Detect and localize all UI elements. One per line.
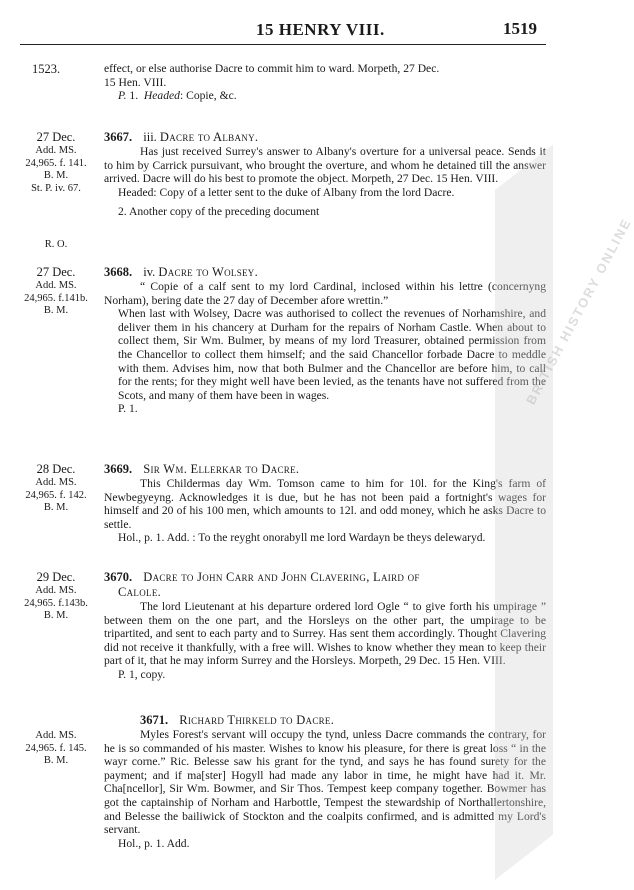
entry-heading-cont: Calole. [118,585,162,599]
year-marker: 1523. [32,62,61,76]
entry-margin: 28 Dec. Add. MS. 24,965. f. 142. B. M. [25,462,87,513]
watermark-text: BRITISH HISTORY ONLINE [523,215,634,408]
entry-text: The lord Lieutenant at his departure ordered lord Ogle “ to give forth his umpirage ” between them on the one part, and the Horsleys on the other part, the umpirage to be tripartited, and sent to each party and to Surrey. Has sent them accordingly. Thought Clavering did not receive it thankfully, with a free will. Wishes to know whether they mean to keep their part of it, that he may inform Surrey and the Horsleys. Morpeth, 29 Dec. 15 Hen. VIII. [104,600,546,668]
entry-text: Has just received Surrey's answer to Albany's overture for a universal peace. Sends it to him by Carrick pursuivant, who brought the overture, and whom he detained till the answer arrived. Dacre will do his best to promote the object. Morpeth, 27 Dec. 15 Hen. VIII. [104,145,546,186]
entry-heading: 3667. iii. Dacre to Albany. [104,130,259,144]
entry-text: When last with Wolsey, Dacre was authorised to collect the revenues of Norhamshire, and deliver them in his chancery at Durham for the repairs of Norham Castle. When about to collect them, Sir Wm. Bulmer, by means of my lord Treasurer, obtained permission from the Chancellor to collect them himself; and the said Chancellor forbade Dacre to meddle with them. Advises him, now that both Bulmer and the Chancellor are before him, to call for the rents; for they might well have been levied, as the tenants have not suffered from the Scots, and many of them have been in wages. [118,307,546,402]
entry-foot: P. 1, copy. [118,667,166,681]
entry-heading: 3670. Dacre to John Carr and John Clavering, Laird of [104,570,420,584]
entry-margin: 27 Dec. Add. MS. 24,965. f. 141. B. M. St. P. iv. 67. R. O. [25,130,87,250]
entry-foot: Headed: Copy of a letter sent to the duke of Albany from the lord Dacre. [118,185,455,199]
entry-heading: 3668. iv. Dacre to Wolsey. [104,265,259,279]
entry-quote: “ Copie of a calf sent to my lord Cardinal, inclosed within his lettre (concernyng Norham), bering date the 27 day of December afore wrettin.” [104,280,546,307]
entry-foot: Hol., p. 1. Add. : To the reyght onorabyll me lord Wardayn be theys delewaryd. [118,531,486,545]
entry-text: This Childermas day Wm. Tomson came to him for 10l. for the King's farm of Newbegyeyng. Acknowledges it is due, but he has not been paid a fortnight's wages for himself and 20 of his 100 men, which amounts to 12l. and odd money, which he asks Dacre to settle. [104,477,546,531]
header-rule [20,44,546,45]
entry-foot: Hol., p. 1. Add. [118,836,190,850]
entry-foot: P. 1. [118,402,138,416]
entry-margin: 29 Dec. Add. MS. 24,965. f.143b. B. M. [24,570,88,621]
entry-text: Myles Forest's servant will occupy the tynd, unless Dacre commands the contrary, for he is so commanded of his master. Wishes to know his pleasure, for there is great loss “ in the wayr corne.” Ric. Belesse saw his grant for the tynd, and says he has found surety for the payment; and if ma[ster] Hogyll had made any labor in time, he might have had it. Mr. Cha[ncellor], Sir Wm. Bowmer, and Sir Thos. Tempest keep company together. Bowmer has got the captainship of Norham and Harbottle, Tempest the stewardship of Northallertonshire, and Belesse the bailiwick of Stockton and the coalpits confirmed, and is admitted my Lord's servant. [104,728,546,837]
entry-margin: Add. MS. 24,965. f. 145. B. M. [25,730,87,766]
running-head: 15 HENRY VIII. [256,20,385,39]
entry-margin: 27 Dec. Add. MS. 24,965. f.141b. B. M. [24,265,88,316]
continuation-line: effect, or else authorise Dacre to commit him to ward. Morpeth, 27 Dec. [104,62,440,75]
entry-heading: 3671. Richard Thirkeld to Dacre. [140,713,335,727]
continuation-foot: P. 1. Headed: Copie, &c. [118,89,237,103]
page-number: 1519 [503,19,537,38]
entry-heading: 3669. Sir Wm. Ellerkar to Dacre. [104,462,300,476]
entry-second-copy: 2. Another copy of the preceding document [118,205,320,219]
continuation-line: 15 Hen. VIII. [104,75,167,89]
